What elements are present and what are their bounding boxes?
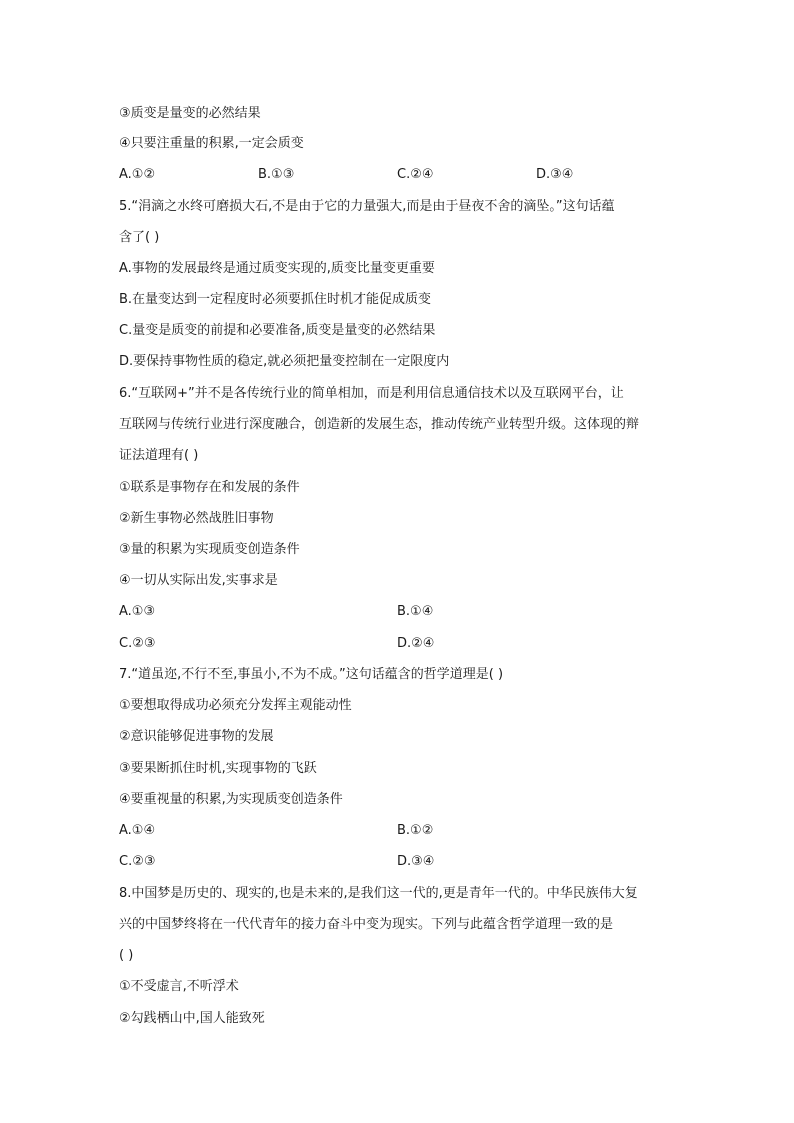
q7-statement-4: ④要重视量的积累,为实现质变创造条件: [119, 792, 343, 807]
q5-option-a: A.事物的发展最终是通过质变实现的,质变比量变更重要: [119, 261, 435, 276]
q8-statement-1: ①不受虚言,不听浮术: [119, 979, 239, 994]
q5-option-c: C.量变是质变的前提和必要准备,质变是量变的必然结果: [119, 323, 436, 338]
q6-statement-1: ①联系是事物存在和发展的条件: [119, 480, 300, 495]
q4-statement-4: ④只要注重量的积累,一定会质变: [119, 136, 304, 151]
q7-option-a: A.①④: [119, 823, 156, 838]
q5-stem-line-2: 含了( ): [119, 230, 160, 245]
q6-stem-line-3: 证法道理有( ): [119, 448, 199, 463]
q8-stem-line-1: 8.中国梦是历史的、现实的,也是未来的,是我们这一代的,更是青年一代的。中华民族伟大复: [119, 886, 638, 901]
q7-statement-2: ②意识能够促进事物的发展: [119, 729, 274, 744]
q7-option-b: B.①②: [397, 823, 434, 838]
q6-option-b: B.①④: [397, 604, 434, 619]
q6-statement-2: ②新生事物必然战胜旧事物: [119, 511, 274, 526]
q5-stem-line-1: 5.“涓滴之水终可磨损大石,不是由于它的力量强大,而是由于昼夜不舍的滴坠。”这句话蕴: [119, 199, 615, 214]
q5-option-d: D.要保持事物性质的稳定,就必须把量变控制在一定限度内: [119, 354, 450, 369]
q6-option-c: C.②③: [119, 636, 156, 651]
q8-stem-line-3: ( ): [119, 948, 134, 963]
q4-option-a: A.①②: [119, 167, 156, 182]
q4-option-b: B.①③: [258, 167, 295, 182]
q6-statement-3: ③量的积累为实现质变创造条件: [119, 542, 300, 557]
q5-option-b: B.在量变达到一定程度时必须要抓住时机才能促成质变: [119, 292, 432, 307]
q6-option-d: D.②④: [397, 636, 435, 651]
q7-statement-3: ③要果断抓住时机,实现事物的飞跃: [119, 761, 317, 776]
q6-stem-line-1: 6.“互联网+”并不是各传统行业的简单相加，而是利用信息通信技术以及互联网平台，让: [119, 386, 624, 401]
q7-statement-1: ①要想取得成功必须充分发挥主观能动性: [119, 698, 352, 713]
q7-option-c: C.②③: [119, 854, 156, 869]
q4-option-d: D.③④: [536, 167, 574, 182]
q6-statement-4: ④一切从实际出发,实事求是: [119, 573, 278, 588]
q4-option-c: C.②④: [397, 167, 434, 182]
q4-statement-3: ③质变是量变的必然结果: [119, 106, 261, 121]
q8-stem-line-2: 兴的中国梦终将在一代代青年的接力奋斗中变为现实。下列与此蕴含哲学道理一致的是: [119, 917, 614, 932]
q6-option-a: A.①③: [119, 604, 156, 619]
q6-stem-line-2: 互联网与传统行业进行深度融合，创造新的发展生态，推动传统产业转型升级。这体现的辩: [119, 417, 640, 432]
q8-statement-2: ②勾践栖山中,国人能致死: [119, 1011, 265, 1026]
q7-stem: 7.“道虽迩,不行不至,事虽小,不为不成。”这句话蕴含的哲学道理是( ): [119, 667, 504, 682]
q7-option-d: D.③④: [397, 854, 435, 869]
